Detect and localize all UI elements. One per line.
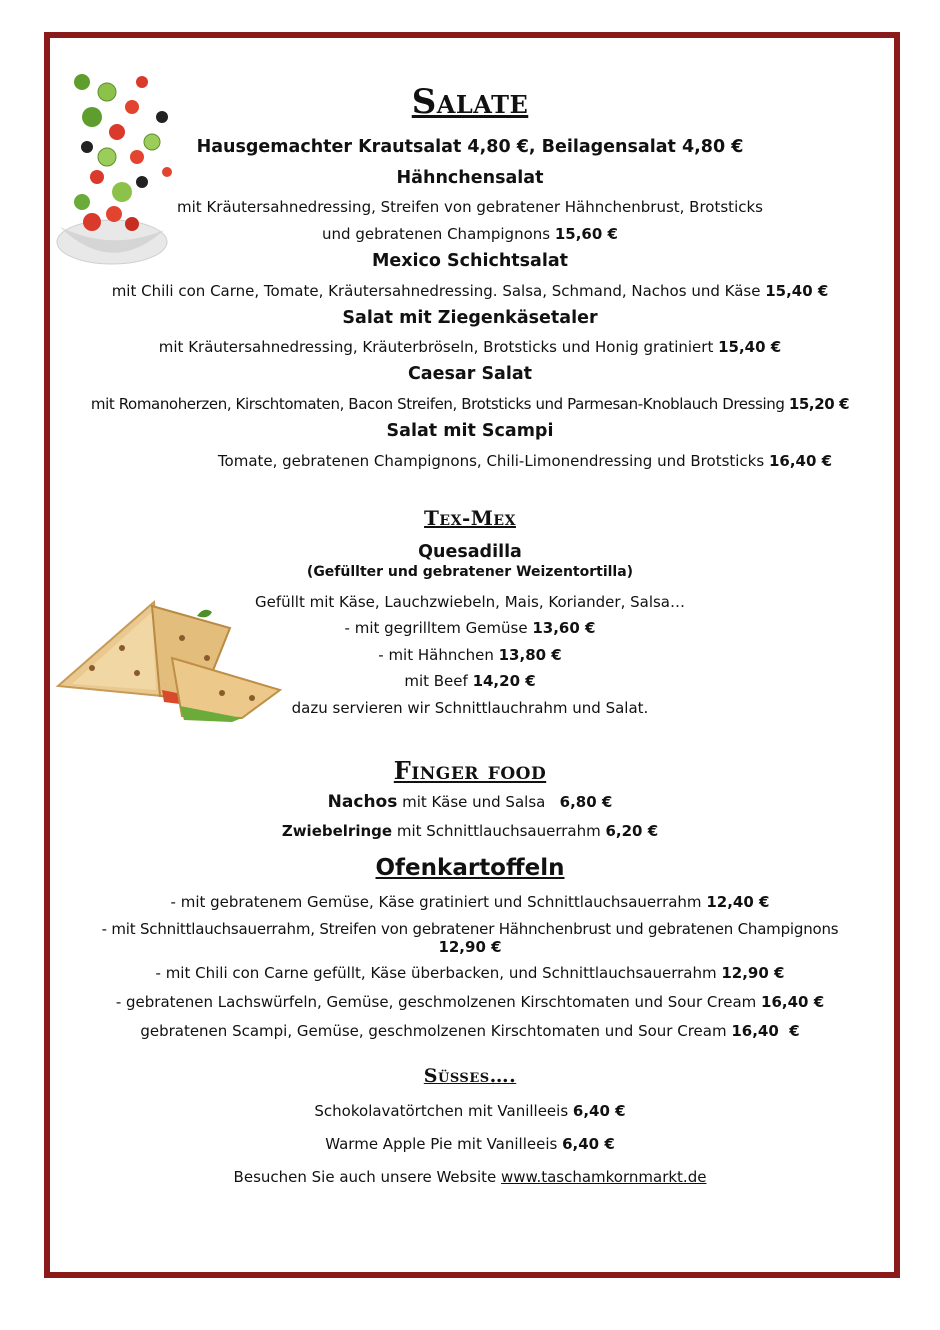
salad-name: Salat mit Ziegenkäsetaler bbox=[342, 308, 598, 328]
website-line: Besuchen Sie auch unsere Website www.taschamkornmarkt.de bbox=[233, 1168, 707, 1186]
ofen-item: - gebratenen Lachswürfeln, Gemüse, geschmolzenen Kirschtomaten und Sour Cream 16,40 € bbox=[115, 993, 825, 1011]
salate-line-1: Hausgemachter Krautsalat 4,80 €, Beilagensalat 4,80 € bbox=[196, 137, 744, 157]
quesadilla-note: dazu servieren wir Schnittlauchrahm und Salat. bbox=[291, 699, 649, 717]
quesadilla-name: Quesadilla bbox=[418, 542, 522, 562]
section-title-fingerfood: Finger food bbox=[393, 756, 547, 785]
ofen-item: gebratenen Scampi, Gemüse, geschmolzenen Kirschtomaten und Sour Cream 16,40 € bbox=[140, 1022, 800, 1040]
salad-price: 15,60 € bbox=[554, 225, 618, 243]
section-title-salate: Salate bbox=[411, 82, 529, 122]
salad-price: 15,20 € bbox=[788, 395, 850, 413]
section-title-ofenkartoffeln: Ofenkartoffeln bbox=[375, 855, 565, 881]
section-title-texmex: Tex-Mex bbox=[424, 506, 516, 530]
salad-desc: mit Romanoherzen, Kirschtomaten, Bacon Streifen, Brotsticks und Parmesan-Knoblauch Dressing 15,20 € bbox=[90, 395, 850, 413]
quesadilla-price: 14,20 € bbox=[472, 672, 536, 690]
quesadilla-option: - mit Hähnchen 13,80 € bbox=[378, 646, 562, 664]
quesadilla-price: 13,80 € bbox=[498, 646, 562, 664]
zwiebelringe-line: Zwiebelringe mit Schnittlauchsauerrahm 6,20 € bbox=[281, 822, 659, 840]
salad-price: 15,40 € bbox=[765, 282, 829, 300]
quesadilla-price: 13,60 € bbox=[532, 619, 596, 637]
ofen-item-price: 12,90 € bbox=[438, 938, 502, 956]
dessert-item: Warme Apple Pie mit Vanilleeis 6,40 € bbox=[325, 1135, 615, 1153]
salad-desc: mit Kräutersahnedressing, Streifen von gebratener Hähnchenbrust, Brotsticks bbox=[177, 198, 763, 216]
ofen-item: - mit Schnittlauchsauerrahm, Streifen von gebratener Hähnchenbrust und gebratenen Champignons bbox=[101, 920, 839, 938]
website-link[interactable]: www.taschamkornmarkt.de bbox=[501, 1168, 707, 1186]
salad-desc: Tomate, gebratenen Champignons, Chili-Limonendressing und Brotsticks 16,40 € bbox=[217, 452, 833, 470]
section-title-suesses: Süsses…. bbox=[423, 1065, 517, 1087]
salad-price: 16,40 € bbox=[768, 452, 833, 470]
quesadilla-image bbox=[52, 598, 284, 723]
salad-name: Hähnchensalat bbox=[396, 168, 544, 188]
ofen-item: - mit Chili con Carne gefüllt, Käse überbacken, und Schnittlauchsauerrahm 12,90 € bbox=[155, 964, 785, 982]
quesadilla-option: - mit gegrilltem Gemüse 13,60 € bbox=[344, 619, 596, 637]
quesadilla-desc: Gefüllt mit Käse, Lauchzwiebeln, Mais, Koriander, Salsa… bbox=[255, 593, 685, 611]
quesadilla-subtitle: (Gefüllter und gebratener Weizentortilla) bbox=[306, 564, 634, 580]
dessert-item: Schokolavatörtchen mit Vanilleeis 6,40 € bbox=[314, 1102, 626, 1120]
salad-desc: mit Kräutersahnedressing, Kräuterbröseln, Brotsticks und Honig gratiniert 15,40 € bbox=[158, 338, 782, 356]
quesadilla-option: mit Beef 14,20 € bbox=[404, 672, 536, 690]
salad-desc: mit Chili con Carne, Tomate, Kräutersahnedressing. Salsa, Schmand, Nachos und Käse 15,40 € bbox=[111, 282, 829, 300]
nachos-line: Nachos mit Käse und Salsa 6,80 € bbox=[327, 792, 613, 812]
salad-price: 15,40 € bbox=[718, 338, 782, 356]
salad-desc: und gebratenen Champignons 15,60 € bbox=[322, 225, 618, 243]
salad-name: Salat mit Scampi bbox=[386, 421, 554, 441]
salad-name: Caesar Salat bbox=[407, 364, 533, 384]
ofen-item: - mit gebratenem Gemüse, Käse gratiniert und Schnittlauchsauerrahm 12,40 € bbox=[170, 893, 770, 911]
salad-name: Mexico Schichtsalat bbox=[371, 251, 569, 271]
